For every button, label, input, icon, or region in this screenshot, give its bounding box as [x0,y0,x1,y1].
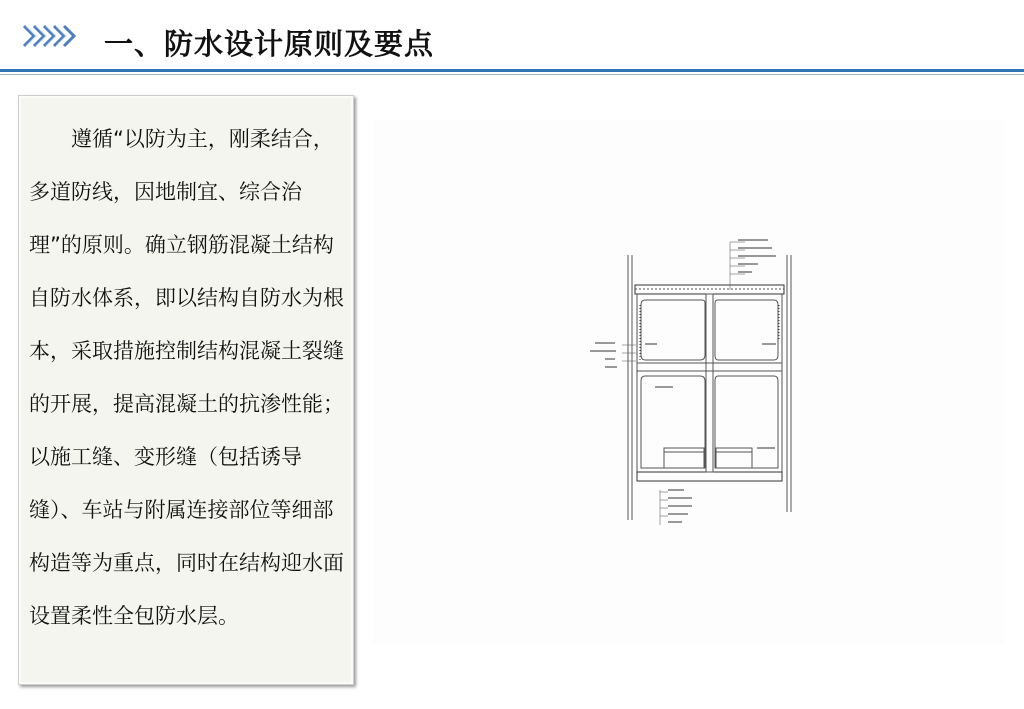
page-title: 一、防水设计原则及要点 [104,27,435,61]
principle-paragraph: 遵循“以防为主，刚柔结合，多道防线，因地制宜、综合治理”的原则。确立钢筋混凝土结构自防水体系，即以结构自防水为根本，采取措施控制结构混凝土裂缝的开展，提高混凝土的抗渗性能；以施工缝、变形缝（包括诱导缝）、车站与附属连接部位等细部构造等为重点，同时在结构迎水面设置柔性全包防水层。 [29,127,344,628]
